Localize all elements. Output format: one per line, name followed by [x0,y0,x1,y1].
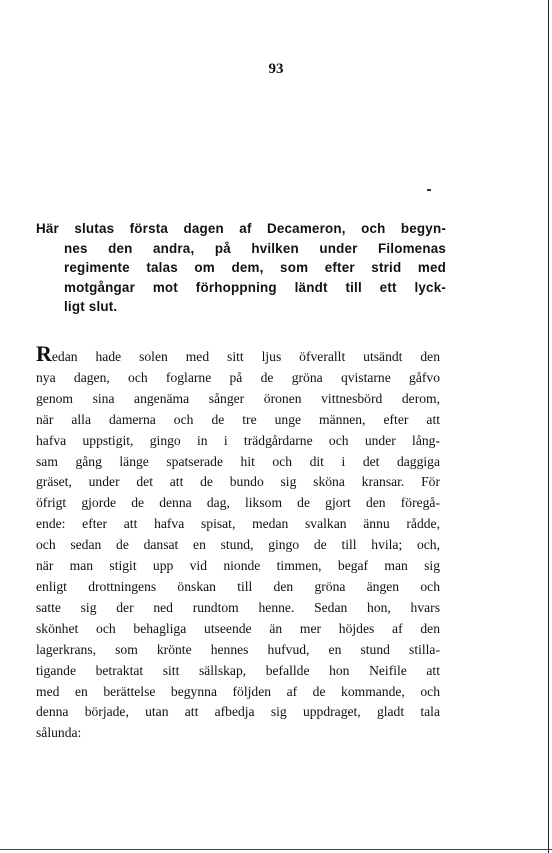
body-line: när man stigit upp vid nionde timmen, begaf man sig [36,558,440,574]
body-line: enligt drottningens önskan till den gröna ängen och [36,578,440,594]
body-paragraph [36,343,440,744]
body-line-first-text: edan hade solen med sitt ljus öfverallt utsändt den [51,349,440,364]
body-line: tigande betraktat sitt sällskap, befallde hon Neifile att [36,662,440,678]
body-line-first [36,343,440,368]
body-line: nya dagen, och foglarne på de gröna qvistarne gåfvo [36,369,440,385]
page-edge-bottom [0,849,552,850]
heading-line: Här slutas första dagen af Decameron, och begyn- [36,221,446,236]
body-line: sålunda: [36,725,82,741]
chapter-heading [36,219,446,317]
heading-line: ligt slut. [64,299,118,314]
body-line: gräset, under det att de bundo sig sköna kransar. För [36,474,440,490]
page-number: 93 [268,61,284,77]
heading-line: regimente talas om dem, som efter strid med [64,260,446,275]
page-edge-right [548,0,549,853]
print-mark [427,189,431,191]
heading-line: nes den andra, på hvilken under Filomenas [64,240,446,256]
body-line: ende: efter att hafva spisat, medan svalkan ännu rådde, [36,516,440,532]
body-line: sam gång länge spatserade hit och dit i det daggiga [36,453,440,469]
body-line: när alla damerna och de tre unge männen, efter att [36,411,440,427]
body-line: hafva uppstigit, gingo in i trädgårdarne och under lång- [36,432,440,448]
body-line: öfrigt gjorde de denna dag, liksom de gjort den föregå- [36,495,440,511]
heading-line: motgångar mot förhoppning ländt till ett lyck- [64,279,446,295]
body-line: lagerkrans, som krönte hennes hufvud, en stund stilla- [36,641,440,657]
body-line: med en berättelse begynna följden af de kommande, och [36,683,440,699]
body-line: och sedan de dansat en stund, gingo de till hvila; och, [36,537,440,553]
drop-initial: R [36,341,52,366]
body-line: skönhet och behagliga utseende än mer höjdes af den [36,620,440,636]
body-line: denna började, utan att afbedja sig uppdraget, gladt tala [36,704,440,720]
body-line: satte sig der ned rundtom henne. Sedan hon, hvars [36,599,440,615]
body-line: genom sina angenäma sånger öronen vittnesbörd derom, [36,390,440,406]
